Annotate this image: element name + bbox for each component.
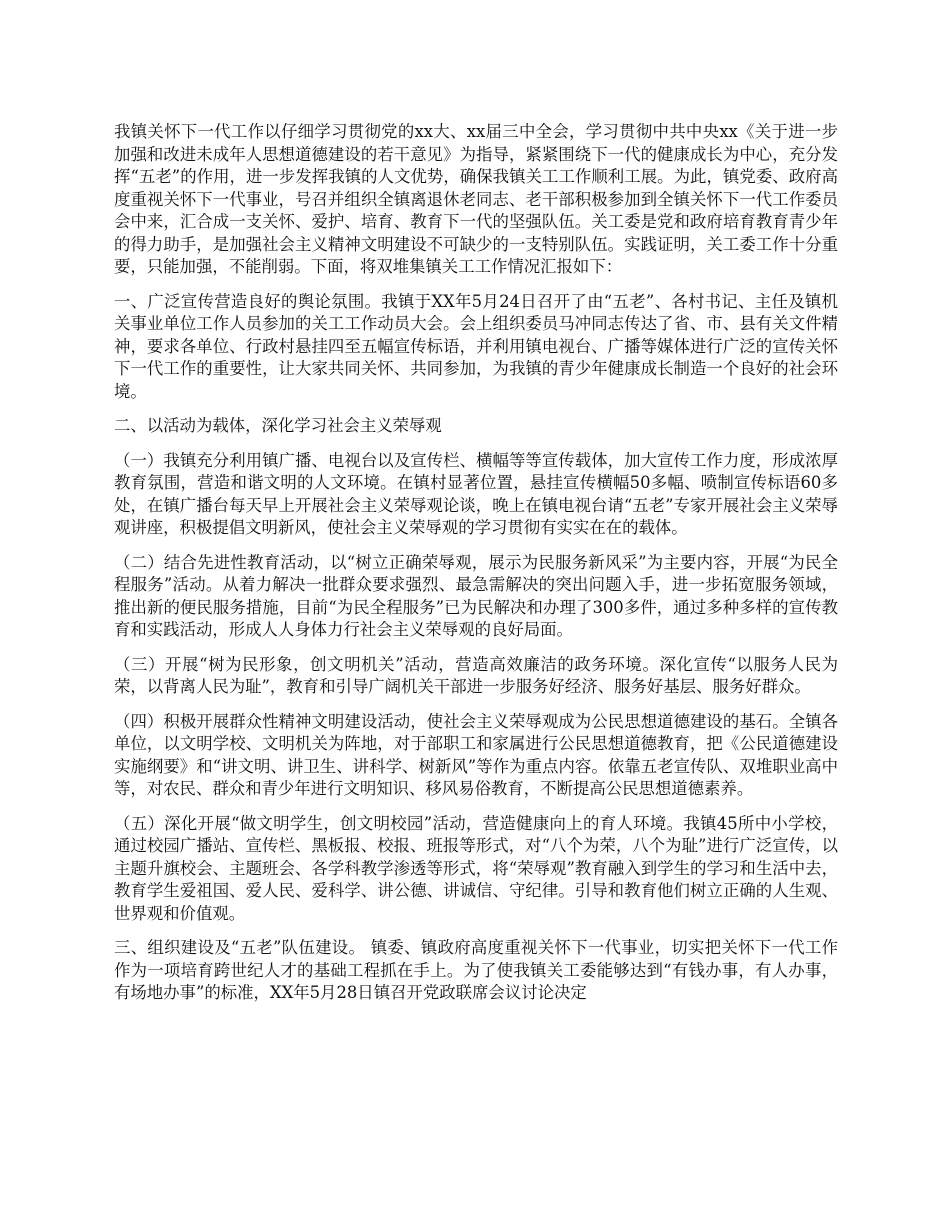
paragraph-item-four: （四）积极开展群众性精神文明建设活动，使社会主义荣辱观成为公民思想道德建设的基石。全镇各单位，以文明学校、文明机关为阵地，对于部职工和家属进行公民思想道德教育，把《公民道德建设实施纲要》和“讲文明、讲卫生、讲科学、树新风”等作为重点内容。依靠五老宣传队、双堆职业高中等，对农民、群众和青少年进行文明知识、移风易俗教育，不断提高公民思想道德素养。 [114,711,838,798]
paragraph-item-five: （五）深化开展“做文明学生，创文明校园”活动，营造健康向上的育人环境。我镇45所中小学校，通过校园广播站、宣传栏、黑板报、校报、班报等形式，对“八个为荣，八个为耻”进行广泛宣传，以主题升旗校会、主题班会、各学科教学渗透等形式，将“荣辱观”教育融入到学生的学习和生活中去，教育学生爱祖国、爱人民、爱科学、讲公德、讲诚信、守纪律。引导和教育他们树立正确的人生观、世界观和价值观。 [114,813,838,923]
heading-section-two: 二、以活动为载体，深化学习社会主义荣辱观 [114,416,442,435]
paragraph-item-one: （一）我镇充分利用镇广播、电视台以及宣传栏、横幅等等宣传载体，加大宣传工作力度，形成浓厚教育氛围，营造和谐文明的人文环境。在镇村显著位置，悬挂宣传横幅50多幅、喷制宣传标语60多处，在镇广播台每天早上开展社会主义荣辱观论谈，晚上在镇电视台请“五老”专家开展社会主义荣辱观讲座，积极提倡文明新风，使社会主义荣辱观的学习贯彻有实实在在的载体。 [114,450,838,537]
paragraph-section-one: 一、广泛宣传营造良好的舆论氛围。我镇于XX年5月24日召开了由“五老”、各村书记、主任及镇机关事业单位工作人员参加的关工工作动员大会。会上组织委员马冲同志传达了省、市、县有关文件精神，要求各单位、行政村悬挂四至五幅宣传标语，并利用镇电视台、广播等媒体进行广泛的宣传关怀下一代工作的重要性，让大家共同关怀、共同参加，为我镇的青少年健康成长制造一个良好的社会环境。 [114,291,838,401]
paragraph-item-three: （三）开展“树为民形象，创文明机关”活动，营造高效廉洁的政务环境。深化宣传“以服务人民为荣，以背离人民为耻”，教育和引导广阔机关干部进一步服务好经济、服务好基层、服务好群众。 [114,654,838,696]
document-body [114,121,838,1017]
paragraph-item-two: （二）结合先进性教育活动，以“树立正确荣辱观，展示为民服务新风采”为主要内容，开展“为民全程服务”活动。从着力解决一批群众要求强烈、最急需解决的突出问题入手，进一步拓宽服务领域，推出新的便民服务措施，目前“为民全程服务”已为民解决和办理了300多件，通过多种多样的宣传教育和实践活动，形成人人身体力行社会主义荣辱观的良好局面。 [114,552,838,639]
paragraph-intro: 我镇关怀下一代工作以仔细学习贯彻党的xx大、xx届三中全会，学习贯彻中共中央xx《关于进一步加强和改进未成年人思想道德建设的若干意见》为指导，紧紧围绕下一代的健康成长为中心，充分发挥“五老”的作用，进一步发挥我镇的人文优势，确保我镇关工工作顺利工展。为此，镇党委、政府高度重视关怀下一代事业，号召并组织全镇离退休老同志、老干部积极参加到全镇关怀下一代工作委员会中来，汇合成一支关怀、爱护、培育、教育下一代的坚强队伍。关工委是党和政府培育教育青少年的得力助手，是加强社会主义精神文明建设不可缺少的一支特别队伍。实践证明，关工委工作十分重要，只能加强，不能削弱。下面，将双堆集镇关工工作情况汇报如下： [114,122,838,276]
paragraph-section-three: 三、组织建设及“五老”队伍建设。 镇委、镇政府高度重视关怀下一代事业，切实把关怀下一代工作作为一项培育跨世纪人才的基础工程抓在手上。为了使我镇关工委能够达到“有钱办事，有人办事，有场地办事”的标准，XX年5月28日镇召开党政联席会议讨论决定 [114,938,838,1002]
